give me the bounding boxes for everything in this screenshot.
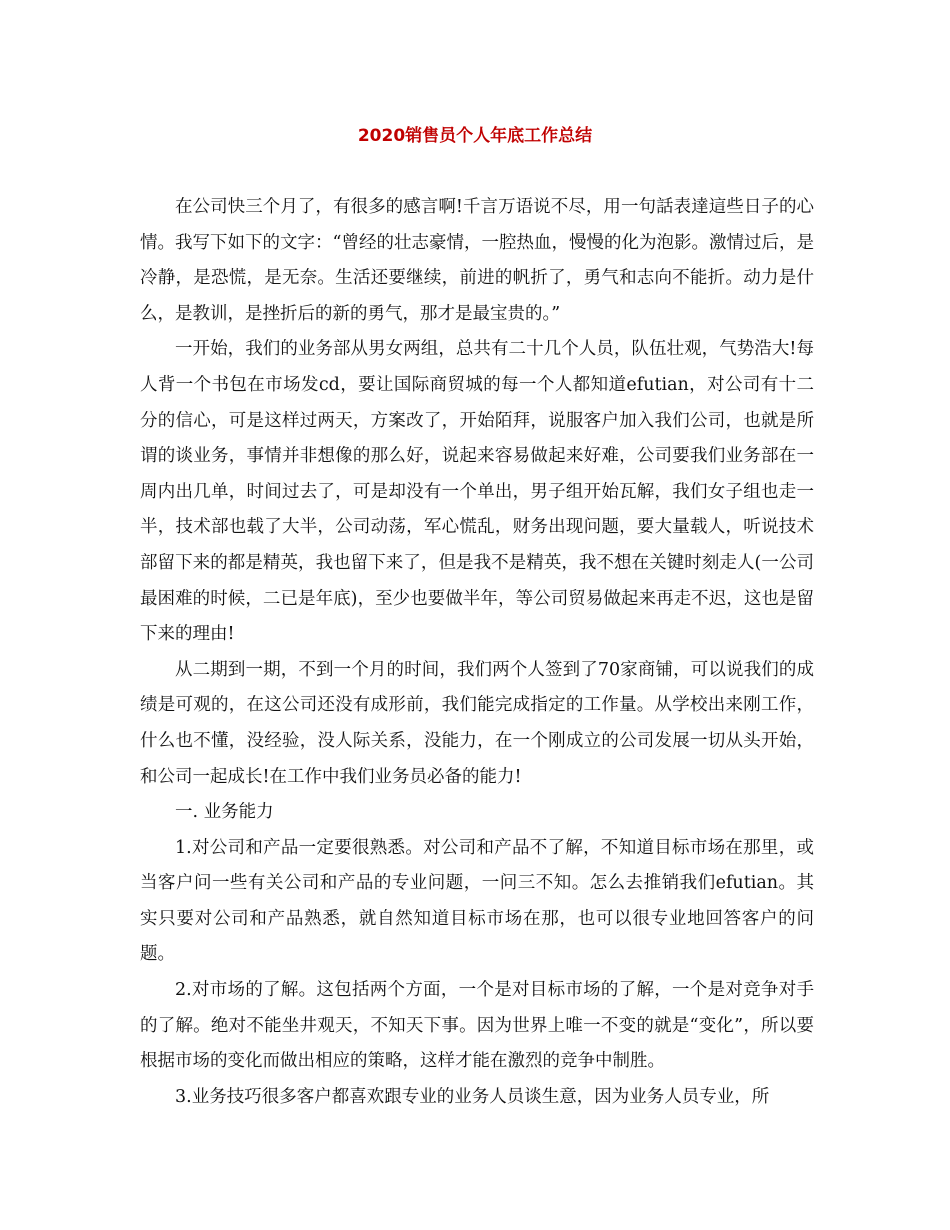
paragraph: 1.对公司和产品一定要很熟悉。对公司和产品不了解，不知道目标市场在那里，或当客户问一些有关公司和产品的专业问题，一问三不知。怎么去推销我们efutian。其实只要对公司和产品熟悉，就自然知道目标市场在那，也可以很专业地回答客户的问题。 <box>140 837 814 965</box>
paragraph: 2.对市场的了解。这包括两个方面，一个是对目标市场的了解，一个是对竞争对手的了解。绝对不能坐井观天，不知天下事。因为世界上唯一不变的就是“变化”，所以要根据市场的变化而做出相应的策略，这样才能在激烈的竞争中制胜。 <box>140 980 814 1072</box>
section-heading: 一. 业务能力 <box>175 802 274 823</box>
paragraph: 3.业务技巧很多客户都喜欢跟专业的业务人员谈生意，因为业务人员专业，所 <box>175 1086 770 1107</box>
paragraph: 在公司快三个月了，有很多的感言啊!千言万语说不尽，用一句話表達這些日子的心情。我写下如下的文字：“曾经的壮志豪情，一腔热血，慢慢的化为泡影。激情过后，是冷静，是恐慌，是无奈。生活还要继续，前进的帆折了，勇气和志向不能折。动力是什么，是教训，是挫折后的新的勇气，那才是最宝贵的。” <box>140 197 814 324</box>
paragraph: 从二期到一期，不到一个月的时间，我们两个人签到了70家商铺，可以说我们的成绩是可观的，在这公司还没有成形前，我们能完成指定的工作量。从学校出来刚工作，什么也不懂，没经验，没人际关系，没能力，在一个刚成立的公司发展一切从头开始，和公司一起成长!在工作中我们业务员必备的能力! <box>140 659 814 787</box>
paragraph: 一开始，我们的业务部从男女两组，总共有二十几个人员，队伍壮观，气势浩大!每人背一个书包在市场发cd，要让国际商贸城的每一个人都知道efutian，对公司有十二分的信心，可是这样过两天，方案改了，开始陌拜，说服客户加入我们公司，也就是所谓的谈业务，事情并非想像的那么好，说起来容易做起来好难，公司要我们业务部在一周内出几单，时间过去了，可是却没有一个单出，男子组开始瓦解，我们女子组也走一半，技术部也载了大半，公司动荡，军心慌乱，财务出现问题，要大量载人，听说技术部留下来的都是精英，我也留下来了，但是我不是精英，我不想在关键时刻走人(一公司最困难的时候，二已是年底)，至少也要做半年，等公司贸易做起来再走不迟，这也是留下来的理由! <box>140 339 814 645</box>
document-body <box>140 190 814 1115</box>
document-title: 2020销售员个人年底工作总结 <box>357 126 593 146</box>
